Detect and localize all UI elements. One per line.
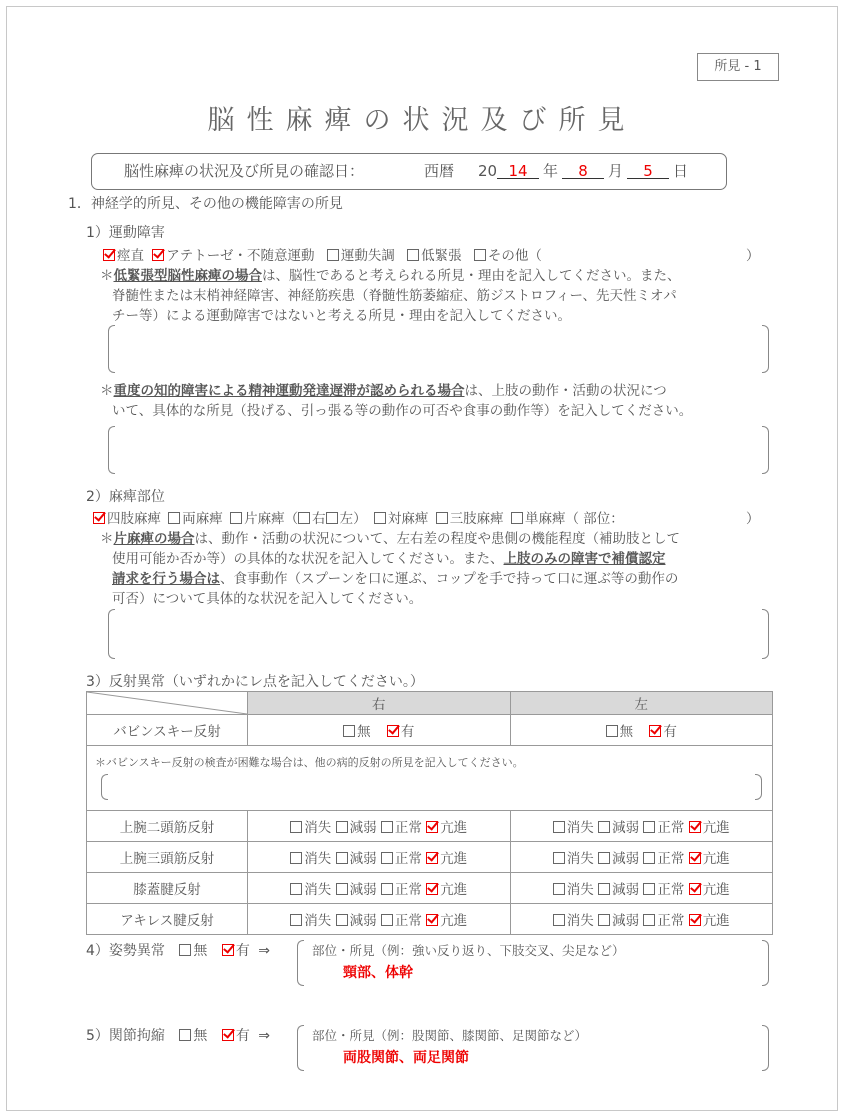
page-number: 所見 - 1 — [697, 53, 779, 81]
checkbox-icon[interactable] — [290, 914, 302, 926]
checkbox-checked-icon[interactable] — [103, 249, 115, 261]
babinski-right — [248, 715, 511, 746]
month-field[interactable]: 8 — [562, 154, 604, 179]
s1-opt-2[interactable]: 運動失調 — [327, 248, 395, 264]
s1-note1-field-right[interactable] — [762, 325, 769, 373]
reflex-right-options: 消失 減弱 正常 亢進 — [248, 904, 511, 935]
day-field[interactable]: 5 — [627, 154, 669, 179]
checkbox-icon[interactable] — [606, 725, 618, 737]
checkbox-icon[interactable] — [436, 512, 448, 524]
reflex-table — [86, 691, 773, 935]
s1-opt-3[interactable]: 低緊張 — [407, 248, 462, 264]
arrow-right-icon: ⇒ — [258, 943, 271, 959]
checkbox-icon[interactable] — [511, 512, 523, 524]
reflex-right-options: 消失 減弱 正常 亢進 — [248, 842, 511, 873]
checkbox-icon[interactable] — [553, 883, 565, 895]
diagonal-line-icon — [87, 692, 247, 714]
checkbox-icon[interactable] — [298, 512, 310, 524]
s4-hint: 部位・所見（例：強い反り返り、下肢交叉、尖足など） — [312, 943, 625, 958]
reflex-row-label: 膝蓋腱反射 — [87, 873, 248, 904]
checkbox-icon[interactable] — [381, 821, 393, 833]
checkbox-icon[interactable] — [643, 883, 655, 895]
s5-value[interactable]: 両股関節、両足関節 — [343, 1050, 469, 1066]
s5-yes[interactable]: 有 — [222, 1028, 250, 1044]
s2-title: 2）麻痺部位 — [86, 489, 165, 505]
checkbox-icon[interactable] — [290, 821, 302, 833]
reflex-header-row — [87, 692, 773, 715]
s5-row — [86, 1025, 270, 1045]
s3-title: 3）反射異常（いずれかにレ点を記入してください。） — [86, 674, 424, 690]
checkbox-checked-icon[interactable] — [426, 883, 438, 895]
s2-note-line1: ＊片麻痺の場合は、動作・活動の状況について、左右差の程度や患側の機能程度（補助肢として — [100, 531, 680, 547]
checkbox-icon[interactable] — [168, 512, 180, 524]
s1-note2-line2: いて、具体的な所見（投げる、引っ張る等の動作の可否や食事の動作等）を記入してください。 — [112, 403, 693, 419]
s1-note2-line1: ＊重度の知的障害による精神運動発達遅滞が認められる場合は、上肢の動作・活動の状況につ — [100, 383, 667, 399]
checkbox-icon[interactable] — [553, 852, 565, 864]
babinski-note-cell — [87, 746, 773, 811]
reflex-row-label: 上腕三頭筋反射 — [87, 842, 248, 873]
checkbox-icon[interactable] — [643, 821, 655, 833]
s1-opt-0[interactable]: 痙直 — [103, 248, 144, 264]
section1-heading: 1．神経学的所見、その他の機能障害の所見 — [68, 196, 343, 212]
s1-note1-line1: ＊低緊張型脳性麻痺の場合は、脳性であると考えられる所見・理由を記入してください。また、 — [100, 268, 681, 284]
checkbox-icon[interactable] — [336, 883, 348, 895]
s2-opt-0[interactable]: 四肢麻痺 — [93, 511, 161, 527]
checkbox-icon[interactable] — [474, 249, 486, 261]
checkbox-checked-icon[interactable] — [152, 249, 164, 261]
checkbox-icon[interactable] — [327, 249, 339, 261]
s1-close-paren: ） — [746, 248, 760, 264]
checkbox-checked-icon[interactable] — [689, 852, 701, 864]
s2-close-paren: ） — [746, 511, 760, 527]
checkbox-checked-icon[interactable] — [689, 821, 701, 833]
s1-options — [103, 244, 542, 264]
s2-opt-4[interactable]: 左） — [326, 511, 367, 527]
s1-note1-line2: 脊髄性または末梢神経障害、神経筋疾患（脊髄性筋萎縮症、筋ジストロフィー、先天性ミオパ — [112, 288, 677, 304]
table-row — [87, 842, 773, 873]
confirm-date-label: 脳性麻痺の状況及び所見の確認日： — [124, 162, 365, 180]
checkbox-icon[interactable] — [179, 1029, 191, 1041]
year-prefix: 20 — [478, 162, 498, 180]
babinski-right-none[interactable]: 無 — [343, 724, 371, 740]
table-row — [87, 811, 773, 842]
s1-note1-field-left[interactable] — [108, 325, 115, 373]
checkbox-checked-icon[interactable] — [649, 725, 661, 737]
checkbox-icon[interactable] — [336, 852, 348, 864]
confirm-date-box — [91, 153, 727, 190]
s2-opt-5[interactable]: 対麻痺 — [374, 511, 429, 527]
checkbox-icon[interactable] — [374, 512, 386, 524]
s1-opt-1[interactable]: アテトーゼ・不随意運動 — [152, 248, 314, 264]
arrow-right-icon: ⇒ — [258, 1028, 271, 1044]
checkbox-checked-icon[interactable] — [426, 821, 438, 833]
checkbox-icon[interactable] — [381, 914, 393, 926]
s2-opt-6[interactable]: 三肢麻痺 — [436, 511, 504, 527]
checkbox-checked-icon[interactable] — [387, 725, 399, 737]
checkbox-icon[interactable] — [643, 914, 655, 926]
reflex-left-options: 消失 減弱 正常 亢進 — [510, 904, 773, 935]
checkbox-checked-icon[interactable] — [222, 944, 234, 956]
babinski-right-yes[interactable]: 有 — [387, 724, 415, 740]
s1-note1-line3: チー等）による運動障害ではないと考える所見・理由を記入してください。 — [112, 308, 571, 324]
s2-opt-7[interactable]: 単麻痺（ 部位： — [511, 511, 624, 527]
s4-field-left[interactable] — [297, 940, 304, 986]
reflex-right-options: 消失 減弱 正常 亢進 — [248, 873, 511, 904]
s4-none[interactable]: 無 — [179, 943, 207, 959]
babinski-note-field-right[interactable] — [755, 774, 762, 800]
col-left-header: 左 — [510, 692, 773, 715]
checkbox-icon[interactable] — [643, 852, 655, 864]
checkbox-icon[interactable] — [381, 883, 393, 895]
checkbox-icon[interactable] — [290, 852, 302, 864]
checkbox-icon[interactable] — [326, 512, 338, 524]
checkbox-icon[interactable] — [553, 914, 565, 926]
checkbox-icon[interactable] — [336, 821, 348, 833]
s2-note-line4: 可否）について具体的な状況を記入してください。 — [112, 591, 423, 607]
reflex-row-label: アキレス腱反射 — [87, 904, 248, 935]
checkbox-icon[interactable] — [598, 852, 610, 864]
reflex-corner-cell — [87, 692, 248, 715]
s4-yes[interactable]: 有 — [222, 943, 250, 959]
day-unit: 日 — [673, 162, 689, 180]
s2-note-field-left[interactable] — [108, 609, 115, 659]
s5-field-right[interactable] — [762, 1025, 769, 1071]
babinski-label: バビンスキー反射 — [87, 715, 248, 746]
s2-opt-1[interactable]: 両麻痺 — [168, 511, 223, 527]
year-field[interactable]: 14 — [497, 154, 539, 179]
s5-field-left[interactable] — [297, 1025, 304, 1071]
s4-title: 4）姿勢異常 — [86, 943, 165, 959]
form-title: 脳性麻痺の状況及び所見 — [207, 105, 637, 136]
reflex-left-options: 消失 減弱 正常 亢進 — [510, 842, 773, 873]
checkbox-icon[interactable] — [407, 249, 419, 261]
s4-value[interactable]: 頸部、体幹 — [343, 965, 413, 981]
s1-title: 1）運動障害 — [86, 225, 165, 241]
babinski-note-field-left[interactable] — [101, 774, 108, 800]
reflex-left-options: 消失 減弱 正常 亢進 — [510, 811, 773, 842]
s5-hint: 部位・所見（例：股関節、膝関節、足関節など） — [312, 1028, 588, 1043]
checkbox-icon[interactable] — [336, 914, 348, 926]
s2-note-line2: 使用可能か否か等）の具体的な状況を記入してください。また、上肢のみの障害で補償認定 — [112, 551, 666, 567]
checkbox-checked-icon[interactable] — [426, 852, 438, 864]
s1-note2-field-left[interactable] — [108, 426, 115, 474]
s4-row — [86, 940, 270, 960]
col-right-header: 右 — [248, 692, 511, 715]
s5-title: 5）関節拘縮 — [86, 1028, 165, 1044]
s1-note2-field-right[interactable] — [762, 426, 769, 474]
checkbox-checked-icon[interactable] — [689, 914, 701, 926]
reflex-right-options: 消失 減弱 正常 亢進 — [248, 811, 511, 842]
s2-note-field-right[interactable] — [762, 609, 769, 659]
checkbox-icon[interactable] — [179, 944, 191, 956]
reflex-left-options: 消失 減弱 正常 亢進 — [510, 873, 773, 904]
babinski-note-row — [87, 746, 773, 811]
reflex-row-label: 上腕二頭筋反射 — [87, 811, 248, 842]
s2-opt-2[interactable]: 片麻痺（ — [230, 511, 298, 527]
checkbox-checked-icon[interactable] — [689, 883, 701, 895]
checkbox-icon[interactable] — [230, 512, 242, 524]
s4-field-right[interactable] — [762, 940, 769, 986]
s2-opt-3[interactable]: 右 — [298, 511, 326, 527]
era-label: 西暦 — [424, 162, 455, 180]
babinski-left-yes[interactable]: 有 — [649, 724, 677, 740]
checkbox-icon[interactable] — [598, 883, 610, 895]
checkbox-icon[interactable] — [343, 725, 355, 737]
checkbox-checked-icon[interactable] — [222, 1029, 234, 1041]
s2-note-line3: 請求を行う場合は、食事動作（スプーンを口に運ぶ、コップを手で持って口に運ぶ等の動作の — [112, 571, 679, 587]
table-row — [87, 873, 773, 904]
year-unit: 年 — [543, 162, 559, 180]
checkbox-icon[interactable] — [381, 852, 393, 864]
checkbox-icon[interactable] — [553, 821, 565, 833]
babinski-left-none[interactable]: 無 — [606, 724, 634, 740]
checkbox-checked-icon[interactable] — [426, 914, 438, 926]
checkbox-icon[interactable] — [598, 821, 610, 833]
s5-none[interactable]: 無 — [179, 1028, 207, 1044]
checkbox-icon[interactable] — [290, 883, 302, 895]
babinski-left — [510, 715, 773, 746]
s1-opt-4[interactable]: その他（ — [474, 248, 542, 264]
s2-options — [93, 507, 624, 527]
babinski-note: ＊バビンスキー反射の検査が困難な場合は、他の病的反射の所見を記入してください。 — [95, 756, 524, 769]
table-row — [87, 904, 773, 935]
babinski-row — [87, 715, 773, 746]
checkbox-checked-icon[interactable] — [93, 512, 105, 524]
month-unit: 月 — [608, 162, 624, 180]
checkbox-icon[interactable] — [598, 914, 610, 926]
